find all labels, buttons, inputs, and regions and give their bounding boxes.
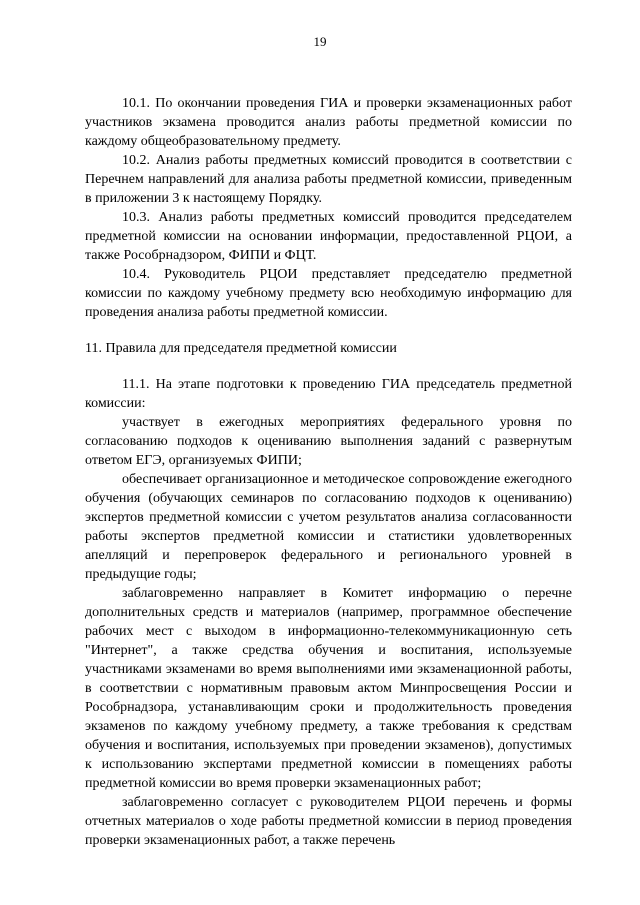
paragraph-10-2: 10.2. Анализ работы предметных комиссий проводится в соответствии с Перечнем направлений для анализа работы предметной комиссии, приведенным в приложении 3 к настоящему Порядку.: [85, 153, 572, 206]
paragraph-sends-info: заблаговременно направляет в Комитет информацию о перечне дополнительных средств и материалов (например, программное обеспечение рабочих мест с выходом в информационно-телекоммуникационную сеть "Интернет", а также средства обучения и воспитания, используемые участниками экзаменами во время выполнениями ими экзаменационной работы, в соответствии с нормативным правовым актом Минпросвещения России и Рособрнадзора, устанавливающим сроки и продолжительность проведения экзаменов по каждому учебному предмету, а также требования к средствам обучения и воспитания, используемых при проведении экзаменов), допустимых к использованию экспертами предметной комиссии в помещениях работы предметной комиссии во время проверки экзаменационных работ;: [85, 586, 572, 791]
page-number: 19: [313, 34, 327, 49]
paragraph-ensures: обеспечивает организационное и методическое сопровождение ежегодного обучения (обучающих семинаров по согласованию подходов к оцениванию) экспертов предметной комиссии с учетом результатов анализа согласованности работы экспертов предметной комиссии и статистики удовлетворенных апелляций и перепроверок федерального и регионального уровней в предыдущие годы;: [85, 472, 572, 582]
paragraph-11-1: 11.1. На этапе подготовки к проведению ГИА председатель предметной комиссии:: [85, 377, 572, 411]
paragraph-agrees: заблаговременно согласует с руководителем РЦОИ перечень и формы отчетных материалов о ходе работы предметной комиссии в период проведения проверки экзаменационных работ, а также перечень: [85, 795, 572, 848]
paragraph-10-1: 10.1. По окончании проведения ГИА и проверки экзаменационных работ участников экзамена проводится анализ работы предметной комиссии по каждому общеобразовательному предмету.: [85, 96, 572, 149]
paragraph-10-4: 10.4. Руководитель РЦОИ представляет председателю предметной комиссии по каждому учебному предмету всю необходимую информацию для проведения анализа работы предметной комиссии.: [85, 267, 572, 320]
section-heading: 11. Правила для председателя предметной комиссии: [85, 341, 397, 356]
paragraph-participates: участвует в ежегодных мероприятиях федерального уровня по согласованию подходов к оцениванию выполнения заданий с развернутым ответом ЕГЭ, организуемых ФИПИ;: [85, 415, 572, 468]
document-body: [85, 94, 572, 850]
paragraph-10-3: 10.3. Анализ работы предметных комиссий проводится председателем предметной комиссии на основании информации, предоставленной РЦОИ, а также Рособрнадзором, ФИПИ и ФЦТ.: [85, 210, 572, 263]
